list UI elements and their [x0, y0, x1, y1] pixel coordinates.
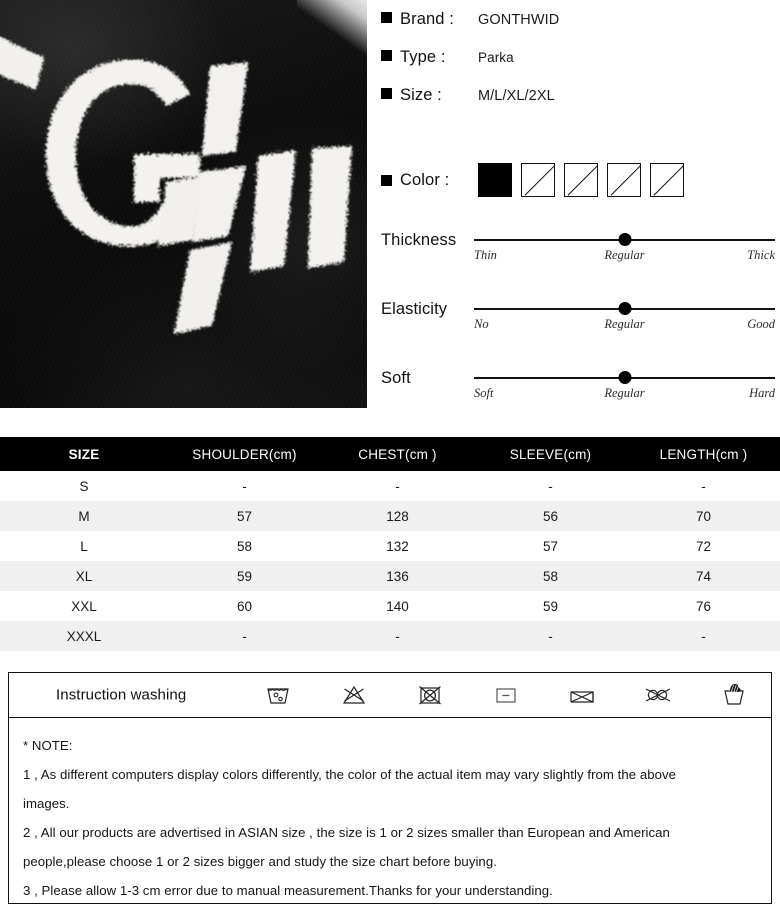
note-text-block [9, 718, 771, 905]
slider-scale-low-thickness: Thin [474, 248, 497, 262]
cell-sleeve: 59 [542, 598, 559, 614]
cell-length: - [701, 628, 706, 644]
cell-sleeve: 57 [542, 538, 559, 554]
slider-scale-high-thickness: Thick [747, 248, 775, 262]
spec-value-size: M/L/XL/2XL [478, 88, 555, 104]
color-swatch-group [478, 163, 684, 197]
color-swatch-placeholder-2[interactable] [564, 163, 598, 197]
cell-size: L [80, 538, 88, 554]
product-photo[interactable] [0, 0, 367, 408]
property-sliders [381, 231, 780, 438]
slider-track-thickness[interactable] [474, 231, 775, 245]
applique-letter-h [150, 176, 270, 356]
table-row [0, 621, 780, 651]
cell-shoulder: - [242, 478, 247, 494]
cell-length: 76 [695, 598, 712, 614]
slider-scale-soft [474, 386, 775, 404]
spec-label-type: Type : [400, 48, 446, 66]
bullet-square-icon [381, 88, 392, 99]
cell-size: XXXL [66, 628, 102, 644]
table-header-row [0, 437, 780, 471]
table-row [0, 531, 780, 561]
cell-shoulder: 60 [236, 598, 253, 614]
note-heading: * NOTE: [23, 738, 73, 753]
cell-chest: 136 [386, 568, 409, 584]
photo-corner-highlight [297, 0, 367, 60]
product-spec-list [381, 10, 780, 124]
slider-scale-mid-soft: Regular [604, 386, 645, 400]
cell-length: 72 [695, 538, 712, 554]
cell-shoulder: 57 [236, 508, 253, 524]
spec-row-brand [381, 10, 780, 48]
washing-symbol-group [263, 681, 749, 709]
cell-length: 74 [695, 568, 712, 584]
spec-label-color: Color : [400, 170, 450, 189]
note-line-2-cont: people,please choose 1 or 2 sizes bigger and study the size chart before buying. [23, 854, 497, 869]
slider-label-elasticity: Elasticity [381, 300, 448, 318]
color-swatch-placeholder-4[interactable] [650, 163, 684, 197]
cell-chest: - [395, 628, 400, 644]
size-chart-table [0, 437, 780, 651]
do-not-dry-flat-icon [567, 681, 597, 709]
machine-wash-icon [263, 681, 293, 709]
table-row [0, 561, 780, 591]
size-chart-header [0, 437, 780, 471]
cell-shoulder: 58 [236, 538, 253, 554]
bullet-square-icon [381, 50, 392, 61]
cell-length: 70 [695, 508, 712, 524]
do-not-tumble-dry-icon [415, 681, 445, 709]
spec-value-brand: GONTHWID [478, 12, 560, 28]
cell-chest: 128 [386, 508, 409, 524]
cell-size: XXL [71, 598, 97, 614]
cell-shoulder: 59 [236, 568, 253, 584]
color-swatch-black[interactable] [478, 163, 512, 197]
note-line-3: 3 , Please allow 1-3 cm error due to manual measurement.Thanks for your understanding. [23, 883, 553, 898]
product-overview-section [0, 0, 780, 420]
slider-track-elasticity[interactable] [474, 300, 775, 314]
cell-length: - [701, 478, 706, 494]
color-swatch-placeholder-1[interactable] [521, 163, 555, 197]
spec-label-size: Size : [400, 86, 442, 104]
slider-scale-thickness [474, 248, 775, 266]
do-not-dry-clean-icon [643, 681, 673, 709]
bullet-square-icon [381, 175, 392, 186]
note-line-2: 2 , All our products are advertised in ASIAN size , the size is 1 or 2 sizes smaller than European and American [23, 825, 670, 840]
cell-sleeve: - [548, 628, 553, 644]
spec-label-brand: Brand : [400, 10, 454, 28]
slider-label-soft: Soft [381, 369, 411, 387]
hand-wash-icon [719, 681, 749, 709]
slider-thumb-soft[interactable] [618, 371, 631, 384]
cell-size: S [79, 478, 89, 494]
table-row [0, 501, 780, 531]
washing-instruction-title: Instruction washing [56, 686, 187, 704]
slider-elasticity [381, 300, 780, 369]
slider-soft [381, 369, 780, 438]
slider-scale-mid-elasticity: Regular [604, 317, 645, 331]
washing-instruction-row [9, 673, 771, 718]
care-and-notes-box [8, 672, 772, 904]
column-header-shoulder: SHOULDER(cm) [192, 446, 297, 462]
cell-size: M [78, 508, 90, 524]
slider-thumb-elasticity[interactable] [618, 302, 631, 315]
note-line-1: 1 , As different computers display colors differently, the color of the actual item may vary slightly from the above [23, 767, 677, 782]
slider-thickness [381, 231, 780, 300]
slider-scale-mid-thickness: Regular [604, 248, 645, 262]
cell-shoulder: - [242, 628, 247, 644]
slider-scale-high-soft: Hard [749, 386, 775, 400]
table-row [0, 591, 780, 621]
slider-scale-low-soft: Soft [474, 386, 494, 400]
size-chart-body [0, 471, 780, 651]
spec-value-type: Parka [478, 50, 514, 65]
slider-label-thickness: Thickness [381, 231, 457, 249]
column-header-sleeve: SLEEVE(cm) [509, 446, 592, 462]
spec-row-size [381, 86, 780, 124]
cell-chest: 140 [386, 598, 409, 614]
do-not-bleach-icon [339, 681, 369, 709]
cell-chest: - [395, 478, 400, 494]
note-line-1-cont: images. [23, 796, 70, 811]
color-selector-row [381, 163, 684, 197]
column-header-size: SIZE [68, 446, 100, 462]
color-swatch-placeholder-3[interactable] [607, 163, 641, 197]
slider-scale-elasticity [474, 317, 775, 335]
iron-low-heat-icon [491, 681, 521, 709]
slider-track-soft[interactable] [474, 369, 775, 383]
cell-sleeve: - [548, 478, 553, 494]
column-header-chest: CHEST(cm ) [358, 446, 437, 462]
cell-sleeve: 58 [542, 568, 559, 584]
column-header-length: LENGTH(cm ) [659, 446, 748, 462]
cell-size: XL [75, 568, 93, 584]
cell-chest: 132 [386, 538, 409, 554]
table-row [0, 471, 780, 501]
slider-thumb-thickness[interactable] [618, 233, 631, 246]
slider-scale-low-elasticity: No [474, 317, 489, 331]
cell-sleeve: 56 [542, 508, 559, 524]
spec-row-type [381, 48, 780, 86]
bullet-square-icon [381, 12, 392, 23]
slider-scale-high-elasticity: Good [747, 317, 775, 331]
